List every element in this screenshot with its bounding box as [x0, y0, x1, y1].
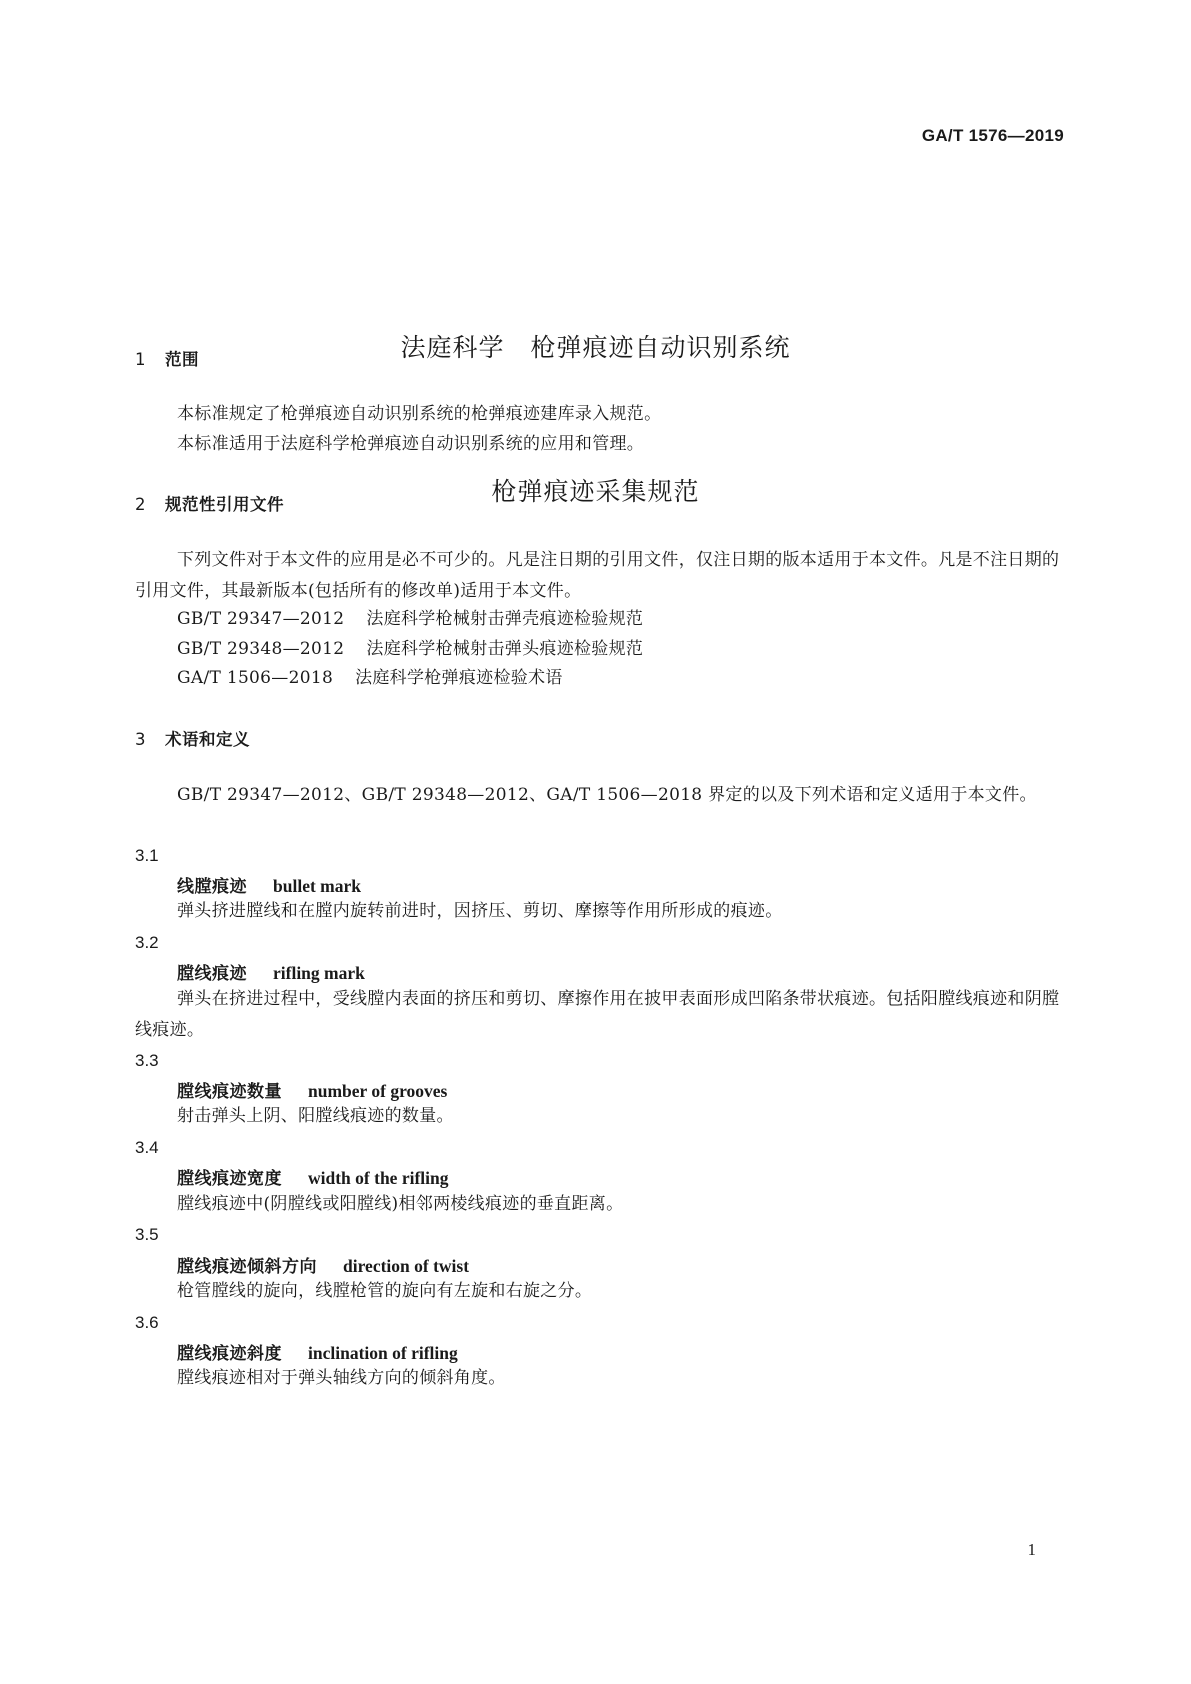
reference-item — [177, 663, 563, 694]
term-definition: 弹头挤进膛线和在膛内旋转前进时，因挤压、剪切、摩擦等作用所形成的痕迹。 — [177, 901, 783, 921]
section-title: 范围 — [165, 350, 199, 369]
section-title: 术语和定义 — [165, 730, 250, 749]
term-heading — [177, 1164, 449, 1189]
reference-title: 法庭科学枪械射击弹壳痕迹检验规范 — [366, 609, 644, 629]
paragraph: GB/T 29347—2012、GB/T 29348—2012、GA/T 1506—2018 界定的以及下列术语和定义适用于本文件。 — [177, 785, 1037, 805]
reference-item — [177, 604, 643, 635]
section-title: 规范性引用文件 — [165, 495, 284, 514]
paragraph: 本标准适用于法庭科学枪弹痕迹自动识别系统的应用和管理。 — [177, 434, 645, 454]
term-en: rifling mark — [273, 963, 365, 983]
term-definition: 膛线痕迹相对于弹头轴线方向的倾斜角度。 — [177, 1368, 506, 1388]
page-number: 1 — [1027, 1540, 1036, 1559]
section-1-heading — [135, 346, 199, 370]
paragraph: 下列文件对于本文件的应用是必不可少的。凡是注日期的引用文件，仅注日期的版本适用于本文件。凡是不注日期的引用文件，其最新版本(包括所有的修改单)适用于本文件。 — [135, 550, 1060, 601]
title-line-1: 法庭科学 枪弹痕迹自动识别系统 — [400, 333, 791, 362]
term-zh: 膛线痕迹倾斜方向 — [177, 1257, 317, 1277]
term-en: width of the rifling — [308, 1168, 449, 1188]
reference-title: 法庭科学枪弹痕迹检验术语 — [355, 668, 563, 688]
title-line-2: 枪弹痕迹采集规范 — [491, 477, 700, 506]
term-zh: 膛线痕迹 — [177, 964, 247, 984]
paragraph: 本标准规定了枪弹痕迹自动识别系统的枪弹痕迹建库录入规范。 — [177, 404, 662, 424]
standard-code: GA/T 1576—2019 — [921, 126, 1064, 145]
term-number: 3.3 — [135, 1051, 159, 1070]
term-en: inclination of rifling — [308, 1343, 458, 1363]
section-2-heading — [135, 491, 284, 515]
reference-code: GB/T 29347—2012 — [177, 609, 345, 629]
term-definition: 枪管膛线的旋向，线膛枪管的旋向有左旋和右旋之分。 — [177, 1281, 593, 1301]
reference-code: GA/T 1506—2018 — [177, 668, 334, 688]
term-en: number of grooves — [308, 1081, 448, 1101]
section-number: 1 — [135, 350, 146, 369]
term-zh: 膛线痕迹斜度 — [177, 1344, 282, 1364]
term-heading — [177, 872, 361, 897]
term-heading — [177, 1077, 447, 1102]
term-zh: 线膛痕迹 — [177, 877, 247, 897]
term-number: 3.1 — [135, 846, 159, 865]
term-definition: 弹头在挤进过程中，受线膛内表面的挤压和剪切、摩擦作用在披甲表面形成凹陷条带状痕迹。包括阳膛线痕迹和阴膛线痕迹。 — [135, 989, 1060, 1040]
term-number: 3.6 — [135, 1313, 159, 1332]
section-number: 3 — [135, 730, 146, 749]
term-en: bullet mark — [273, 876, 361, 896]
term-number: 3.4 — [135, 1138, 159, 1157]
term-zh: 膛线痕迹数量 — [177, 1082, 282, 1102]
section-3-heading — [135, 726, 250, 750]
term-heading — [177, 959, 365, 984]
term-heading — [177, 1252, 469, 1277]
term-number: 3.2 — [135, 933, 159, 952]
reference-title: 法庭科学枪械射击弹头痕迹检验规范 — [366, 639, 644, 659]
term-en: direction of twist — [343, 1256, 470, 1276]
term-definition: 射击弹头上阴、阳膛线痕迹的数量。 — [177, 1106, 454, 1126]
reference-code: GB/T 29348—2012 — [177, 639, 345, 659]
reference-item — [177, 634, 643, 665]
term-definition: 膛线痕迹中(阴膛线或阳膛线)相邻两棱线痕迹的垂直距离。 — [177, 1194, 624, 1214]
term-heading — [177, 1339, 458, 1364]
term-number: 3.5 — [135, 1225, 159, 1244]
term-zh: 膛线痕迹宽度 — [177, 1169, 282, 1189]
section-number: 2 — [135, 495, 146, 514]
